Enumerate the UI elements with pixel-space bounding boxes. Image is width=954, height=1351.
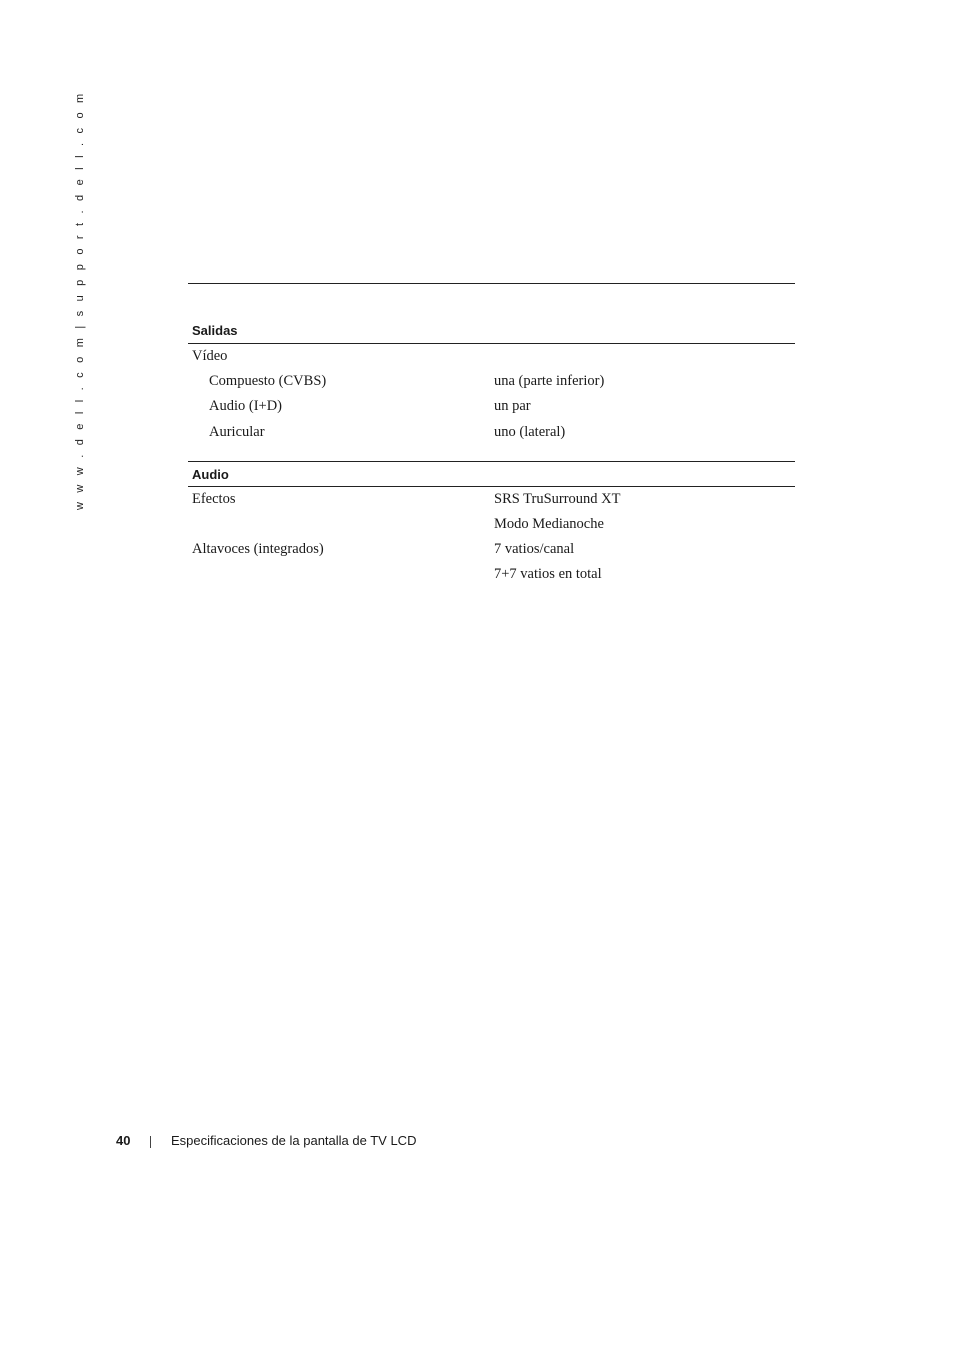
- side-url: w w w . d e l l . c o m | s u p p o r t . d e l l . c o m: [74, 90, 86, 510]
- spec-label: Compuesto (CVBS): [209, 373, 327, 389]
- spec-value: uno (lateral): [494, 424, 566, 440]
- footer-separator: [150, 1136, 151, 1148]
- page-number: 40: [116, 1133, 131, 1148]
- outputs-heading: Salidas: [188, 318, 795, 344]
- spec-value: 7 vatios/canal: [494, 541, 575, 557]
- spec-row: [188, 344, 795, 369]
- spec-value: SRS TruSurround XT: [494, 491, 621, 507]
- spec-row: [188, 512, 795, 537]
- spec-row: [188, 487, 795, 512]
- spec-row: [188, 369, 795, 394]
- spec-label: Vídeo: [192, 348, 228, 364]
- spec-value: una (parte inferior): [494, 373, 605, 389]
- spec-row: [188, 537, 795, 562]
- spec-row: [188, 562, 795, 587]
- spec-label: Auricular: [209, 424, 265, 440]
- spec-label: Altavoces (integrados): [192, 541, 324, 557]
- spec-row: [188, 394, 795, 420]
- spec-value: 7+7 vatios en total: [494, 566, 602, 582]
- spec-label: Efectos: [192, 491, 236, 507]
- top-rule: [188, 283, 795, 284]
- spec-row: [188, 420, 795, 447]
- footer-title: Especificaciones de la pantalla de TV LCD: [171, 1133, 417, 1148]
- audio-section: [188, 461, 795, 587]
- spec-label: Audio (I+D): [209, 398, 283, 414]
- outputs-section: [188, 318, 795, 447]
- audio-heading: Audio: [188, 461, 795, 487]
- spec-value: un par: [494, 398, 531, 414]
- spec-value: Modo Medianoche: [494, 516, 604, 532]
